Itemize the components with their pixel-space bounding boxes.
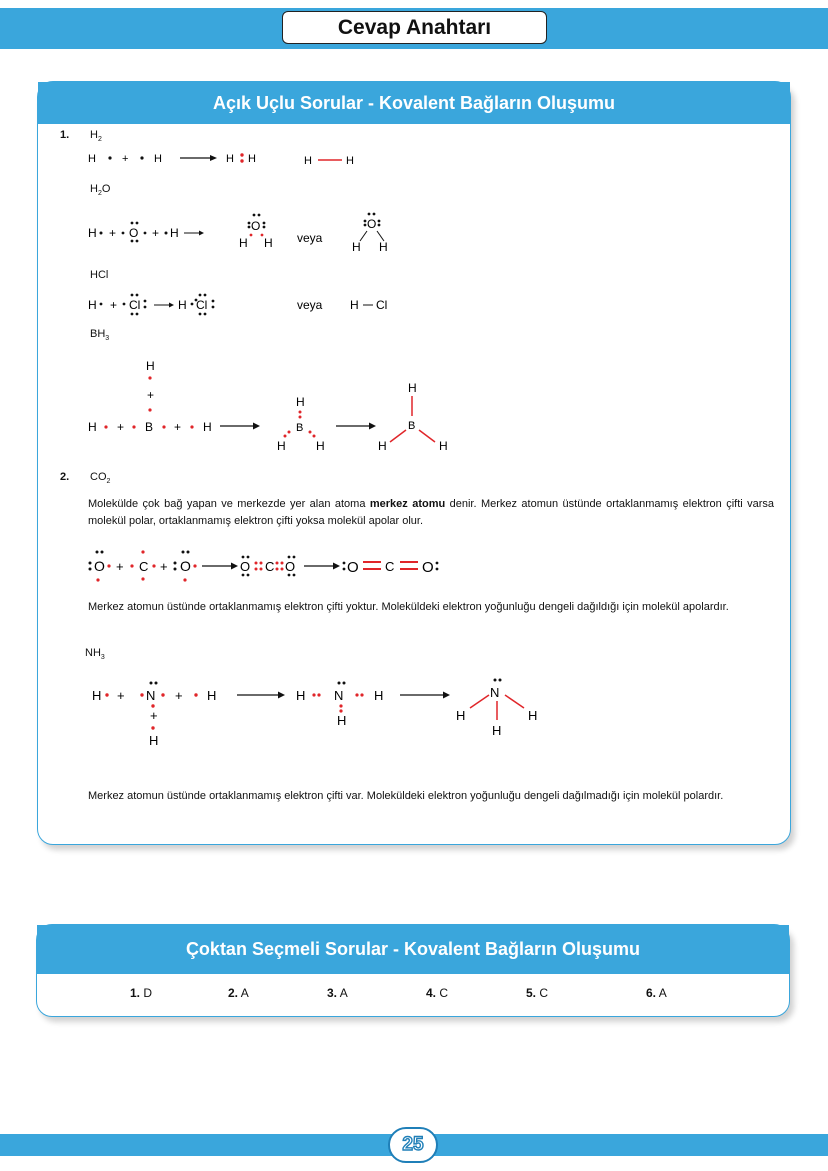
veya-label-2: veya bbox=[297, 298, 323, 312]
co2-label: $CO_2$ bbox=[90, 471, 111, 486]
svg-text:B: B bbox=[408, 420, 416, 432]
question-2-number: 2. bbox=[60, 471, 70, 483]
svg-text:O: O bbox=[240, 559, 251, 574]
svg-text:N: N bbox=[490, 685, 500, 700]
svg-text:O: O bbox=[129, 226, 139, 240]
question-1-number: 1. bbox=[60, 129, 70, 141]
nh3-formation-equation bbox=[82, 675, 572, 755]
svg-text:H: H bbox=[239, 236, 248, 250]
svg-text:+: + bbox=[110, 298, 118, 312]
svg-text:H: H bbox=[88, 298, 97, 312]
svg-text:+: + bbox=[160, 559, 168, 574]
svg-text:+: + bbox=[175, 688, 183, 703]
svg-text:H: H bbox=[92, 688, 102, 703]
svg-text:B: B bbox=[145, 420, 154, 434]
svg-text:H: H bbox=[149, 733, 159, 748]
svg-text:H: H bbox=[408, 381, 417, 395]
svg-text:H: H bbox=[88, 153, 96, 165]
svg-text:O: O bbox=[285, 559, 296, 574]
hcl-formation-equation bbox=[82, 292, 388, 318]
veya-label-1: veya bbox=[297, 231, 323, 245]
svg-text:H: H bbox=[304, 155, 312, 167]
answer-5: 5. C bbox=[526, 986, 549, 1000]
svg-text:H: H bbox=[226, 153, 234, 165]
svg-text:H: H bbox=[264, 236, 273, 250]
open-questions-card bbox=[37, 81, 791, 845]
svg-text:+: + bbox=[152, 226, 160, 240]
h2-formation-equation bbox=[82, 148, 382, 168]
svg-text:H: H bbox=[88, 420, 97, 434]
svg-text:O: O bbox=[422, 559, 434, 576]
svg-text:H: H bbox=[528, 708, 538, 723]
svg-text:H: H bbox=[352, 240, 361, 254]
svg-text:+: + bbox=[174, 420, 182, 434]
svg-text:N: N bbox=[334, 688, 344, 703]
multiple-choice-card bbox=[36, 924, 790, 1017]
svg-text:C: C bbox=[265, 559, 275, 574]
co2-formation-equation bbox=[82, 544, 452, 588]
svg-text:O: O bbox=[347, 559, 359, 576]
page-number-badge bbox=[388, 1127, 438, 1163]
svg-text:O: O bbox=[180, 558, 191, 574]
svg-text:H: H bbox=[207, 688, 217, 703]
svg-text:H: H bbox=[350, 298, 359, 312]
svg-text:N: N bbox=[146, 688, 156, 703]
open-questions-title: Açık Uçlu Sorular - Kovalent Bağların Oluşumu bbox=[38, 82, 790, 124]
svg-text:B: B bbox=[296, 422, 304, 434]
page-title: Cevap Anahtarı bbox=[282, 11, 547, 44]
answer-6: 6. A bbox=[646, 986, 667, 1000]
svg-text:+: + bbox=[109, 226, 117, 240]
svg-text:H: H bbox=[146, 359, 155, 373]
svg-text:+: + bbox=[147, 388, 155, 402]
svg-text:Cl: Cl bbox=[196, 298, 208, 312]
svg-text:H: H bbox=[346, 155, 354, 167]
svg-text:+: + bbox=[122, 153, 129, 165]
svg-text:H: H bbox=[316, 439, 325, 453]
h2-label: $H_2$ bbox=[90, 129, 102, 144]
answer-4: 4. C bbox=[426, 986, 449, 1000]
answer-2: 2. A bbox=[228, 986, 249, 1000]
svg-text:Cl: Cl bbox=[129, 298, 141, 312]
bh3-formation-equation bbox=[82, 354, 472, 454]
svg-text:H: H bbox=[378, 439, 387, 453]
co2-explanation: Merkez atomun üstünde ortaklanmamış elektron çifti yoktur. Moleküldeki elektron yoğunluğu dengeli dağıldığı için molekül apolardır. bbox=[88, 601, 729, 613]
svg-text:H: H bbox=[439, 439, 448, 453]
svg-text:H: H bbox=[88, 226, 97, 240]
nh3-explanation: Merkez atomun üstünde ortaklanmamış elektron çifti var. Moleküldeki elektron yoğunluğu dengeli dağılmadığı için molekül polardır. bbox=[88, 790, 724, 802]
multiple-choice-title: Çoktan Seçmeli Sorular - Kovalent Bağların Oluşumu bbox=[37, 925, 789, 974]
h2o-formation-equation bbox=[82, 209, 388, 257]
page-number: 25 bbox=[402, 1134, 424, 1155]
bh3-label: $BH_3$ bbox=[90, 328, 110, 343]
svg-text:H: H bbox=[456, 708, 466, 723]
svg-text:H: H bbox=[178, 298, 187, 312]
svg-text:H: H bbox=[296, 688, 306, 703]
svg-text:+: + bbox=[116, 559, 124, 574]
svg-text:Cl: Cl bbox=[376, 298, 388, 312]
nh3-label: $NH_3$ bbox=[85, 647, 105, 662]
central-atom-definition: Molekülde çok bağ yapan ve merkezde yer alan atoma merkez atomu denir. Merkez atomun üstünde ortaklanmamış elektron çifti varsa molekül polar, ortaklanmamış elektron çifti yoksa molekül apolar olur. bbox=[88, 498, 775, 527]
svg-text:H: H bbox=[154, 153, 162, 165]
svg-text:O: O bbox=[367, 217, 377, 231]
hcl-label: HCl bbox=[90, 269, 109, 281]
svg-text:H: H bbox=[248, 153, 256, 165]
svg-text:+: + bbox=[150, 708, 158, 723]
svg-text:H: H bbox=[379, 240, 388, 254]
answer-3: 3. A bbox=[327, 986, 348, 1000]
svg-text:+: + bbox=[117, 420, 125, 434]
svg-text:C: C bbox=[139, 559, 149, 574]
svg-text:H: H bbox=[337, 713, 347, 728]
answer-1: 1. D bbox=[130, 986, 153, 1000]
svg-text:H: H bbox=[296, 395, 305, 409]
svg-text:+: + bbox=[117, 688, 125, 703]
svg-text:O: O bbox=[251, 219, 261, 233]
svg-text:H: H bbox=[203, 420, 212, 434]
svg-text:H: H bbox=[374, 688, 384, 703]
svg-text:C: C bbox=[385, 559, 395, 574]
svg-text:H: H bbox=[492, 723, 502, 738]
svg-text:H: H bbox=[170, 226, 179, 240]
h2o-label: $H_2O$ bbox=[90, 183, 111, 198]
svg-text:H: H bbox=[277, 439, 286, 453]
svg-text:O: O bbox=[94, 558, 105, 574]
